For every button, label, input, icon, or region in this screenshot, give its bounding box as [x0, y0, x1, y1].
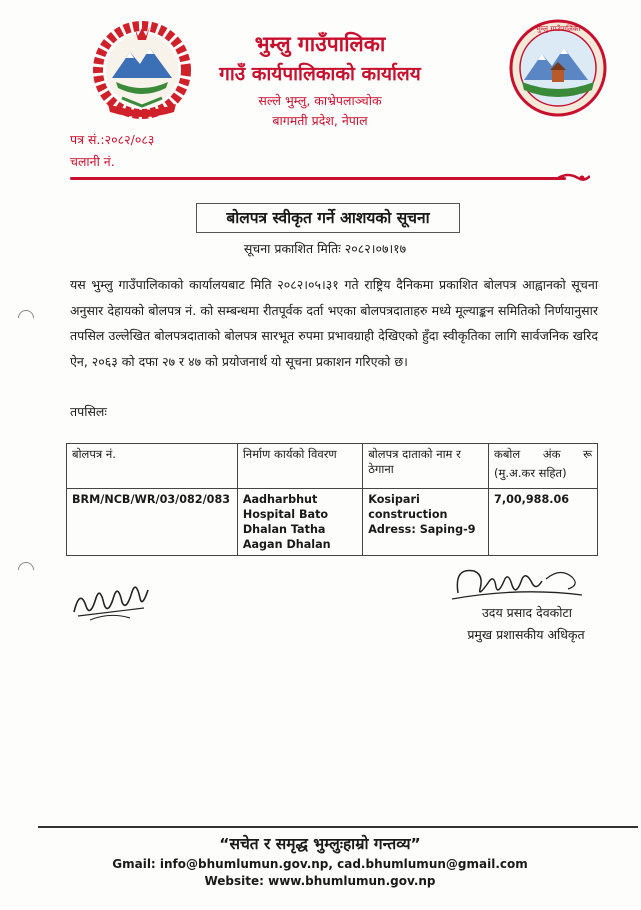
header-work-desc: निर्माण कार्यको विवरण [237, 444, 362, 489]
header-divider [70, 177, 566, 180]
cell-work-desc: Aadharbhut Hospital Bato Dhalan Tatha Aagan Dhalan [237, 489, 362, 556]
footer-divider [38, 826, 638, 828]
cell-bidder-name: Kosipari construction [368, 493, 448, 521]
office-name: गाउँ कार्यपालिकाको कार्यालय [219, 63, 421, 85]
published-date: सूचना प्रकाशित मितिः २०८२।०७।१७ [243, 241, 407, 256]
cell-bid-no: BRM/NCB/WR/03/082/083 [67, 489, 238, 556]
office-province: बागमती प्रदेश, नेपाल [272, 113, 368, 128]
notice-body: यस भुम्लु गाउँपालिकाको कार्यालयबाट मिति २०८२।०५।३१ गते राष्ट्रिय दैनिकमा प्रकाशित बोलपत्र आह्वानको सूचना अनुसार देहायको बोलपत्र नं. को सम्बन्धमा रीतपूर्वक दर्ता भएका बोलपत्रदाताहरु मध्ये मूल्याङ्कन समितिको निर्णयानुसार तपसिल उल्लेखित बोलपत्रदाताको बोलपत्र सारभूत रुपमा प्रभावग्राही देखिएको हुँदा स्वीकृतिका लागि सार्वजनिक खरिद ऐन, २०६३ को दफा २७ र ४७ को प्रयोजनार्थ यो सूचना प्रकाशन गरिएको छ। [70, 277, 598, 369]
table-row [67, 489, 598, 556]
table-header-row [67, 444, 598, 489]
punch-hole-mark [18, 310, 34, 326]
header-bidder: बोलपत्र दाताको नाम र ठेगाना [363, 444, 489, 489]
header-kabol-word: कबोल [494, 447, 521, 461]
signatory-name: उदय प्रसाद देवकोटा [481, 605, 573, 620]
left-signature-icon [70, 568, 152, 624]
municipality-logo-icon [508, 18, 608, 118]
cell-bidder-address: Adress: Saping-9 [368, 523, 476, 536]
office-address: सल्ले भुम्लु, काभ्रेपलाञ्चोक [258, 93, 382, 108]
municipality-name: भुम्लु गाउँपालिका [254, 32, 386, 56]
footer-website: Website: www.bhumlumun.gov.np [204, 874, 436, 888]
header-kabol [489, 444, 598, 489]
right-signature-icon [450, 553, 590, 607]
signatory-title: प्रमुख प्रशासकीय अधिकृत [467, 627, 585, 642]
header-kabol-sub: (मु.अ.कर सहित) [494, 466, 567, 480]
notice-title: बोलपत्र स्वीकृत गर्ने आशयको सूचना [196, 203, 460, 233]
header-bid-no: बोलपत्र नं. [67, 444, 238, 489]
footer-slogan: “सचेत र समृद्ध भुम्लुःहाम्रो गन्तव्य” [219, 835, 421, 853]
cell-bidder [363, 489, 489, 556]
reference-number: पत्र सं.:२०८२/०८३ [70, 132, 155, 147]
dispatch-number: चलानी नं. [70, 154, 115, 169]
cell-amount: 7,00,988.06 [489, 489, 598, 556]
divider-ornament-icon [558, 172, 590, 184]
header-rupee-word: रू [583, 447, 592, 461]
bid-table [66, 443, 598, 556]
details-label: तपसिलः [70, 404, 107, 419]
footer-email: Gmail: info@bhumlumun.gov.np, cad.bhumlumun@gmail.com [112, 857, 528, 871]
header-anka-word: अंक [542, 447, 561, 461]
logo-ring-text: भुम्लु गाउँपालिका [535, 24, 581, 33]
punch-hole-mark [18, 562, 34, 578]
